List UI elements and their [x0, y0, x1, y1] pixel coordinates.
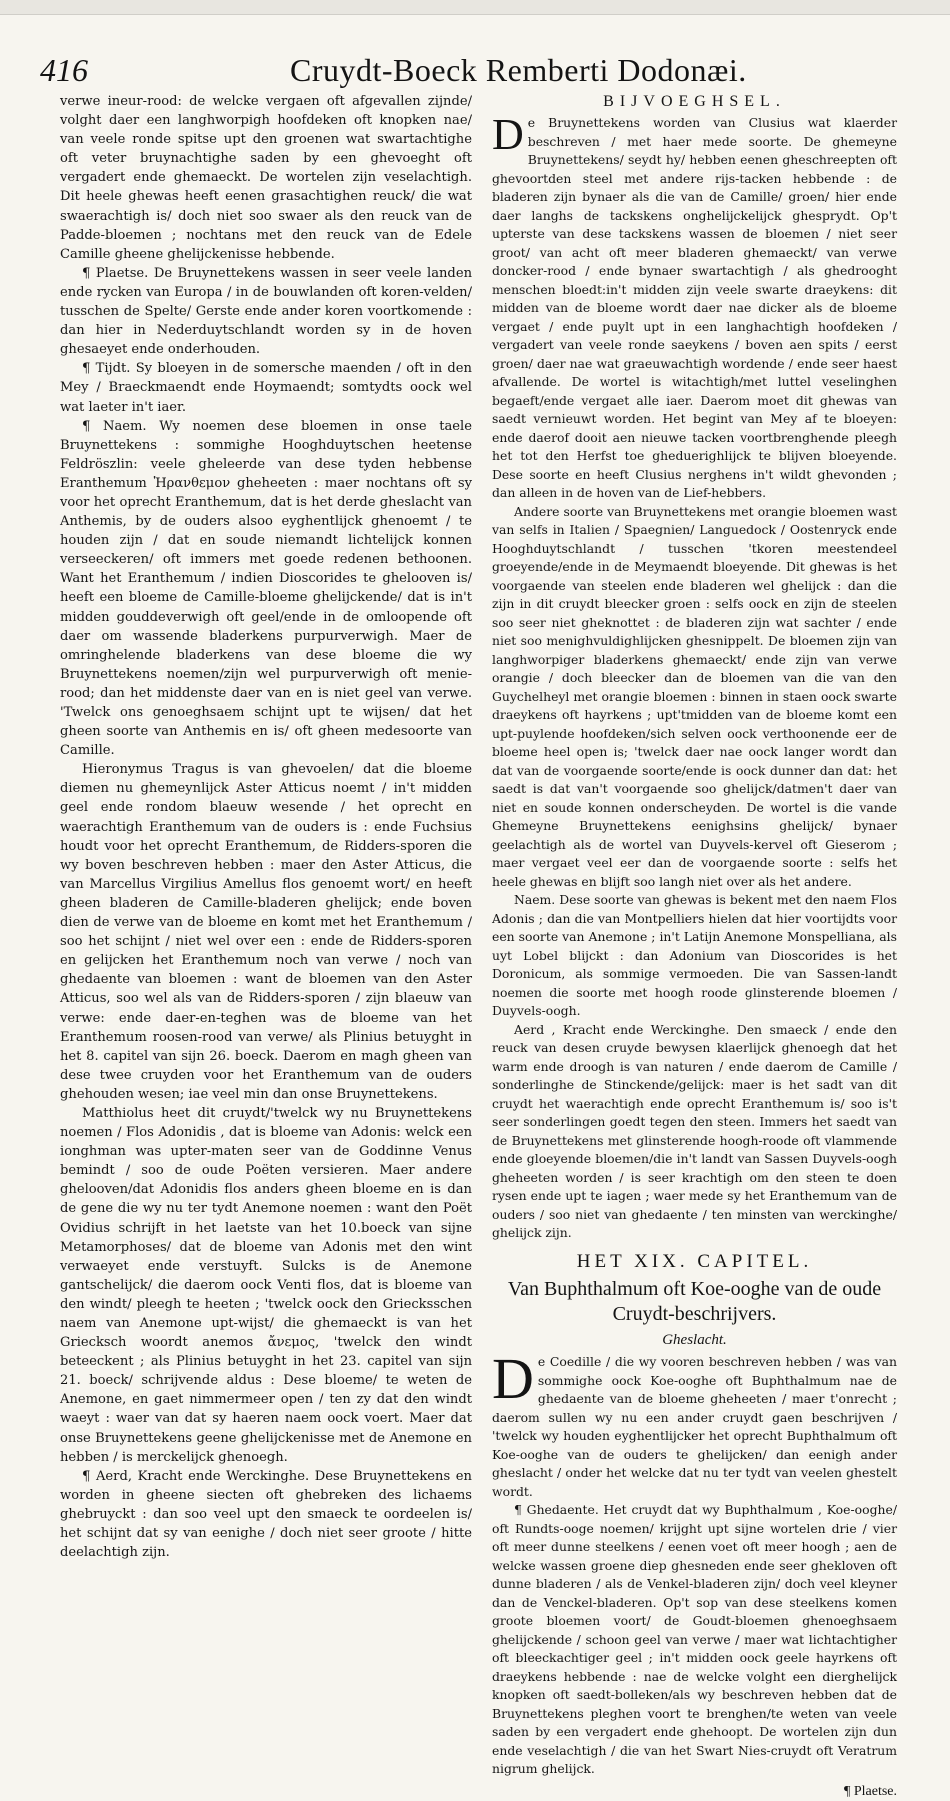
- paragraph-matthiolus: Matthiolus heet dit cruydt/'twelck wy nu Bruynettekens noemen / Flos Adonidis , dat is bloeme van Adonis: welck een ionghman was upter-maten seer van de Goddinne Venus bemindt / soo de oude Poëten versieren. Maer andere ghelooven/dat Adonidis flos anders gheen bloeme en is dan de gene die wy nu ter tydt Anemone noemen : want den Poët Ovidius schrijft in het laetste van het 10.boeck van sijne Metamorphoses/ dat de bloeme van Adonis met den wint verwaeyet ende verstuyft. Sulcks is de Anemone gantschelijck/ die daerom oock Venti flos, dat is bloeme van den windt/ pleegh te heeten ; 'twelck oock den Griecksschen naem van Anemone upt-wijst/ die ghemaeckt is van het Griecksch woordt anemos ἄνεμος, 'twelck den windt beteeckent ; als Plinius betuyght in het 23. capitel van sijn 21. boeck/ schrijvende aldus : Dese bloeme/ te weten de Anemone, en gaet nimmermeer open / ten zy dat den windt waeyt : waer van dat sy haeren naem oock voert. Maer dat onse Bruynettekens geene ghelijckenisse met de Anemone en hebben / is merckelijck ghenoegh.: [60, 1104, 472, 1467]
- chapter-heading: HET XIX. CAPITEL.: [492, 1249, 897, 1275]
- left-column: [60, 92, 472, 1532]
- chapter-title: Van Buphthalmum oft Koe-ooghe van de oude Cruydt-beschrijvers.: [492, 1277, 897, 1327]
- paragraph-naem: ¶ Naem. Wy noemen dese bloemen in onse taele Bruynettekens : sommighe Hooghduytschen heetense Feldröszlin: veele gheleerde van dese tyden hebbense Eranthemum Ἠρανθεμον gheheeten : maer nochtans oft sy voor het oprecht Eranthemum, dat is het derde gheslacht van Anthemis, by de ouders alsoo eyghentlijck ghenoemt / te houden zijn / dat en soude niemandt lichtelijck konnen verseeckeren/ oft immers met goede redenen bethoonen. Want het Eranthemum / indien Dioscorides te ghelooven is/ heeft een bloeme de Camille-bloeme ghelijckende/ dat is in't midden gouddeverwigh oft geel/ende in de omloopende oft daer om wassende bladerkens purpurverwigh. Maer de omringhelende bladerkens van dese bloeme die wy Bruynettekens noemen/zijn wel purpurverwigh oft menie-rood; dan het middenste daer van en is niet geel van verwe. 'Twelck ons genoeghsaem schijnt upt te wijsen/ dat het gheen soorte van Anthemis en is/ oft gheen medesoorte van Camille.: [60, 417, 472, 761]
- supplement-heading: BIJVOEGHSEL.: [492, 92, 897, 112]
- supplement-paragraph-clusius: [492, 114, 897, 503]
- drop-cap-d-large: D: [492, 1355, 534, 1403]
- supplement-paragraph-aerd: Aerd , Kracht ende Werckinghe. Den smaeck / ende den reuck van desen cruyde bewysen klaerlijck ghenoegh dat het warm ende droogh is van naturen / ende daerom de Camille / sonderlinghe de Stinckende/gelijck: maer is het sadt van dit cruydt het waerachtigh ende oprecht Eranthemum is/ soo is't seer sonderlingen goedt tegen den steen. Immers het saedt van de Bruynettekens met glinsterende hoogh-roode oft vlammende ende gloeyende bloemen/die in't landt van Sassen Duyvels-oogh gheheeten worden / is seer krachtigh om den steen te doen rysen ende upt te iagen ; waer mede sy het Eranthemum van de ouders / soo niet van ghedaente / ten minsten van werckinghe/ ghelijck zijn.: [492, 1021, 897, 1243]
- right-column: [492, 92, 897, 1532]
- paragraph-aerd-kracht: ¶ Aerd, Kracht ende Werckinghe. Dese Bruynettekens en worden in gheene siecten oft ghebreken des lichaems ghebruyckt : dan soo veel upt den smaeck te oordeelen is/ het schijnt dat sy van eenighe / doch niet seer groote / hitte deelachtigh zijn.: [60, 1467, 472, 1562]
- paragraph-continued-description: verwe ineur-rood: de welcke vergaen oft afgevallen zijnde/ volght daer een langhworpigh hoofdeken oft knopken nae/ van veele ronde spitse upt den groenen wat swartachtighe oft veter bruynachtighe saden by een ghevoeght oft vergadert ende ghemaeckt. De wortelen zijn veselachtigh. Dit heele ghewas heeft eenen grasachtighen reuck/ die wat swaerachtigh is/ doch niet soo swaer als den reuck van de Padde-bloemen ; nochtans met den reuck van de Edele Camille gheene ghelijckenisse hebbende.: [60, 92, 472, 264]
- supplement-paragraph-orangie: Andere soorte van Bruynettekens met orangie bloemen wast van selfs in Italien / Spaegnien/ Languedock / Oostenryck ende Hooghduytschlandt / tusschen 'tkoren meestendeel groeyende/ende in de Meymaendt bloeyende. Dit ghewas is het voorgaende van steelen ende bladeren wel ghelijck : dan die zijn in dit cruydt bleecker groen : selfs oock en zijn de steelen soo seer niet gheknottet : de bladeren zijn wat sachter / ende niet soo menighvuldighlijcken ghesnippelt. De bloemen zijn van langhworpiger bladerkens ghemaeckt/ ende zijn van verwe orangie / doch bleecker dan de bloemen van die van den Guychelheyl met orangie bloemen : binnen in staen oock swarte draeykens oft hayrkens ; upt'tmidden van de bloeme komt een upt-puylende hoofdeken/sich selven oock verthoonende eer de bloeme heel open is; 'twelck daer nae oock langer wordt dan dat van de voorgaende soorte/ende is oock dunner dan dat: het saedt is dat van't voorgaende soo ghelijck/datmen't daer van niet en soude konnen onderscheyden. De wortel is die vande Ghemeyne Bruynettekens eenighsins ghelijck/ bynaer geelachtigh als de wortel van Duyvels-kervel oft Gieserom ; maer vergaet veel eer dan de voorgaende soorte : selfs het heele ghewas en blijft soo langh niet over als het andere.: [492, 503, 897, 892]
- paragraph-tijdt: ¶ Tijdt. Sy bloeyen in de somersche maenden / oft in den Mey / Braeckmaendt ende Hoymaendt; somtydts oock wel wat laeter in't iaer.: [60, 359, 472, 416]
- chapter-paragraph-ghedaente: ¶ Ghedaente. Het cruydt dat wy Buphthalmum , Koe-ooghe/ oft Rundts-ooge noemen/ krijght upt sijne wortelen drie / vier oft meer dunne steelkens / eenen voet oft meer hoogh ; aen de welcke wassen groene diep ghesneden ende seer ghekloven oft dunne bladeren / als de Venkel-bladeren zijn/ doch veel kleyner dan de Venckel-bladeren. Op't sop van dese steelkens komen groote bloemen voort/ de Goudt-bloemen ghenoeghsaem ghelijckende / schoon geel van verwe / maer wat lichtachtigher oft bleeckachtiger geel ; in't midden oock geele hayrkens oft draeykens hebbende : nae de welcke volght een dierghelijck knopken oft saedt-bolleken/als wy beschreven hebben dat de Bruynettekens pleghen voort te brenghen/te weten van veele saden by een vergadert ende ghehoopt. De wortelen zijn dun ende veselachtigh / die van het Swart Nies-cruydt oft Veratrum nigrum ghelijck.: [492, 1501, 897, 1779]
- supplement-paragraph-text: e Bruynettekens worden van Clusius wat klaerder beschreven / met haer mede soorte. De ghemeyne Bruynettekens/ seydt hy/ hebben eenen gheschreepten oft ghevoortden steel met andere rijs-tacken hebbende : de bladeren zijn bynaer als die van de Camille/ groen/ hier ende daer langhs de tackskens onghelijckelijck ghesprydt. Op't upterste van dese tackskens wassen de bloemen / niet seer groot/ van acht oft meer bladeren ghemaeckt/ van verwe doncker-rood / ende bynaer swartachtigh / als ghedrooght menschen bloedt:in't midden zijn veele swarte draeykens: dit midden van de bloeme wordt daer nae dicker als de bloeme vergaet / ende puylt upt in een langhachtigh hoofdeken / vergadert van veele ronde saeykens / boven aen spits / eerst groen/ daer nae wat graeuwachtigh wordende / ende seer haest afvallende. De wortel is witachtigh/met luttel veselinghen begaeft/ende vergaet alle iaer. Daerom moet dit ghewas van saedt vernieuwt worden. Het begint van Mey af te bloeyen: ende daerof dooit aen nieuwe tacken voortbrenghende pleegh het tot den Herfst toe gheduerighlijck te blijven bloeyende. Dese soorte en heeft Clusius nerghens in't wildt ghevonden ; dan alleen in de hoven van de Lief-hebbers.: [492, 115, 897, 500]
- running-title: Cruydt-Boeck Remberti Dodonæi.: [290, 52, 747, 89]
- supplement-paragraph-naem: Naem. Dese soorte van ghewas is bekent met den naem Flos Adonis ; dan die van Montpelliers hielen dat hier voortijdts voor een soorte van Anemone ; in't Latijn Anemone Monspelliana, als uyt Lobel blijckt : dan Adonium van Dioscorides is het Doronicum, als sommige vermoeden. Die van Sassen-landt noemen die soorte met hoogh roode glinsterende bloemen / Duyvels-oogh.: [492, 891, 897, 1021]
- page-number: 416: [40, 52, 88, 89]
- drop-cap-d: D: [492, 116, 524, 154]
- page-header: [40, 52, 910, 96]
- scan-top-edge: [0, 0, 950, 15]
- paragraph-plaetse: ¶ Plaetse. De Bruynettekens wassen in seer veele landen ende rycken van Europa / in de bouwlanden oft koren-velden/ tusschen de Spelte/ Gerste ende ander koren voortkomende : dan hier in Nederduytschlandt worden sy in de hoven ghesaeyet ende onderhouden.: [60, 264, 472, 359]
- genus-label: Gheslacht.: [492, 1331, 897, 1350]
- catchword: ¶ Plaetse.: [492, 1783, 897, 1801]
- chapter-paragraph-coedille: [492, 1353, 897, 1501]
- paragraph-tragus: Hieronymus Tragus is van ghevoelen/ dat die bloeme diemen nu ghemeynlijck Aster Atticus noemt / in't midden geel ende rondom blaeuw wesende / het oprecht en waerachtigh Eranthemum van de ouders is : ende Fuchsius houdt voor het oprecht Eranthemum, de Ridders-sporen die wy boven beschreven hebben : maer den Aster Atticus, die van Marcellus Virgilius Amellus flos genoemt wort/ en heeft gheen bladeren de Camille-bladeren ghelijck; ende boven dien de verwe van de bloeme en komt met het Eranthemum / soo het schijnt / niet wel over een : ende de Ridders-sporen en gelijcken het Eranthemum noch van verwe / noch van ghedaente van bloemen : want de bloemen van den Aster Atticus, soo wel als van de Ridders-sporen / zijn blaeuw van verwe: ende daer-en-teghen was de bloeme van het Eranthemum roosen-rood van verwe/ als Plinius betuyght in het 8. capitel van sijn 26. boeck. Daerom en magh gheen van dese twee cruyden voor het Eranthemum van de ouders ghehouden wesen; iae veel min dan onse Bruynettekens.: [60, 760, 472, 1104]
- chapter-paragraph-text: e Coedille / die wy vooren beschreven hebben / was van sommighe oock Koe-ooghe oft Buphthalmum nae de ghedaente van de bloeme gheheeten / maer t'onrecht ; daerom sullen wy nu een ander cruydt gaen beschrijven / 'twelck wy houden eyghentlijcker het oprecht Buphthalmum oft Koe-ooghe van de ouders te ghelijcken/ dan eenigh ander gheslacht / onder het welcke dat nu ter tydt van veelen ghestelt wordt.: [492, 1354, 897, 1499]
